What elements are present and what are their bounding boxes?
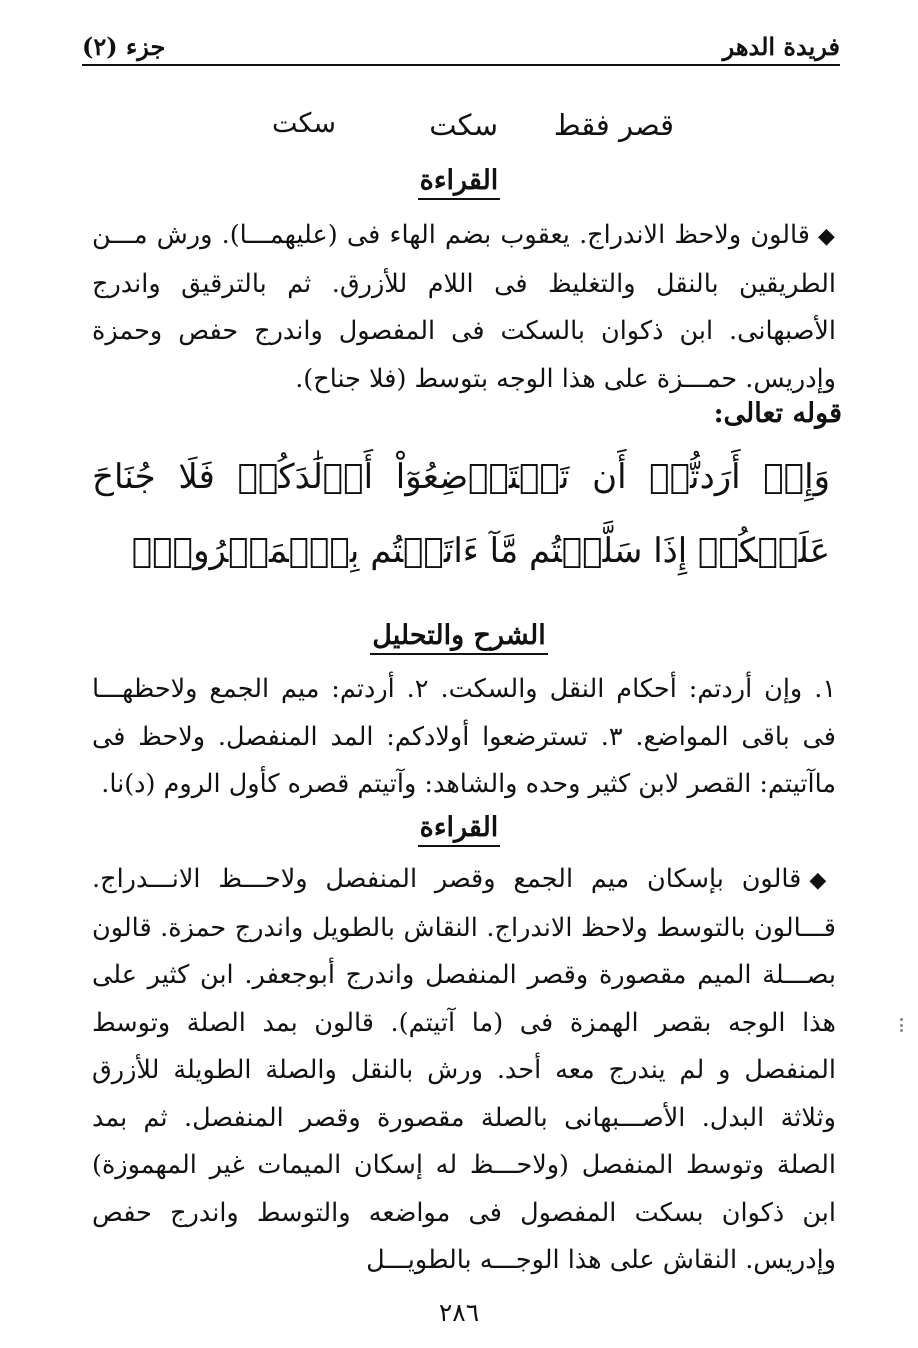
sakt-third: قصر فقط [553,108,674,142]
quran-verse: وَإِنۡ أَرَدتُّمۡ أَن تَسۡتَرۡضِعُوٓاْ أَوۡلَٰدَكُمۡ فَلَا جُنَاحَ عَلَيۡكُمۡ إِذَا سَلَّمۡتُم مَّآ ءَاتَيۡتُم بِٱلۡمَعۡرُوفِۗ [92,457,830,571]
scan-specks [900,1018,903,1032]
diamond-bullet-icon: ◆ [809,868,837,893]
part-label: جزء (٢) [82,32,166,61]
reading-heading-2: القراءة [0,812,918,843]
quote-intro: قوله تعالى: [713,398,842,429]
page-header [82,30,840,66]
explanation-heading: الشرح والتحليل [0,620,918,651]
reading-heading-1: القراءة [0,165,918,196]
diamond-bullet-icon: ◆ [817,224,836,249]
explanation-paragraph: ١. وإن أردتم: أحكام النقل والسكت. ٢. أردتم: ميم الجمع ولاحظهـــا فى باقى المواضع. ٣. تسترضعوا أولادكم: المد المنفصل. ولاحظ فى ماآتيتم: القصر لابن كثير وحده والشاهد: وآتيتم قصره كأول الروم (د)نا. [92,674,837,799]
sakt-first: سكت [271,108,336,139]
page-number: ٢٨٦ [438,1298,480,1327]
sakt-row [0,108,918,152]
reading-paragraph-1: ◆قالون ولاحظ الاندراج. يعقوب بضم الهاء فى (عليهمـــا). ورش مـــن الطريقين بالنقل والتغليظ فى اللام للأزرق. ثم بالترقيق واندرج الأصبهانى. ابن ذكوان بالسكت فى المفصول واندرج حفص وحمزة وإدريس. حمـــزة على هذا الوجه بتوسط (فلا جناح). [92,220,836,394]
sakt-second: سكت [429,108,498,142]
book-title: فريدة الدهر [722,32,840,61]
reading-paragraph-2: ◆قالون بإسكان ميم الجمع وقصر المنفصل ولاحـــظ الانـــدراج. قـــالون بالتوسط ولاحظ الاندراج. النقاش بالطويل واندرج حمزة. قالون بصـــلة الميم مقصورة وقصر المنفصل واندرج أبوجعفر. ابن كثير على هذا الوجه بقصر الهمزة فى (ما آتيتم). قالون بمد الصلة وتوسط المنفصل و لم يندرج معه أحد. ورش بالنقل والصلة الطويلة للأزرق وثلاثة البدل. الأصـــبهانى بالصلة مقصورة وقصر المنفصل. ثم بمد الصلة وتوسط المنفصل (ولاحـــظ له إسكان الميمات غير المهموزة) ابن ذكوان بسكت المفصول فى مواضعه والتوسط واندرج حفص وإدريس. النقاش على هذا الوجـــه بالطويـــل [92,864,837,1275]
